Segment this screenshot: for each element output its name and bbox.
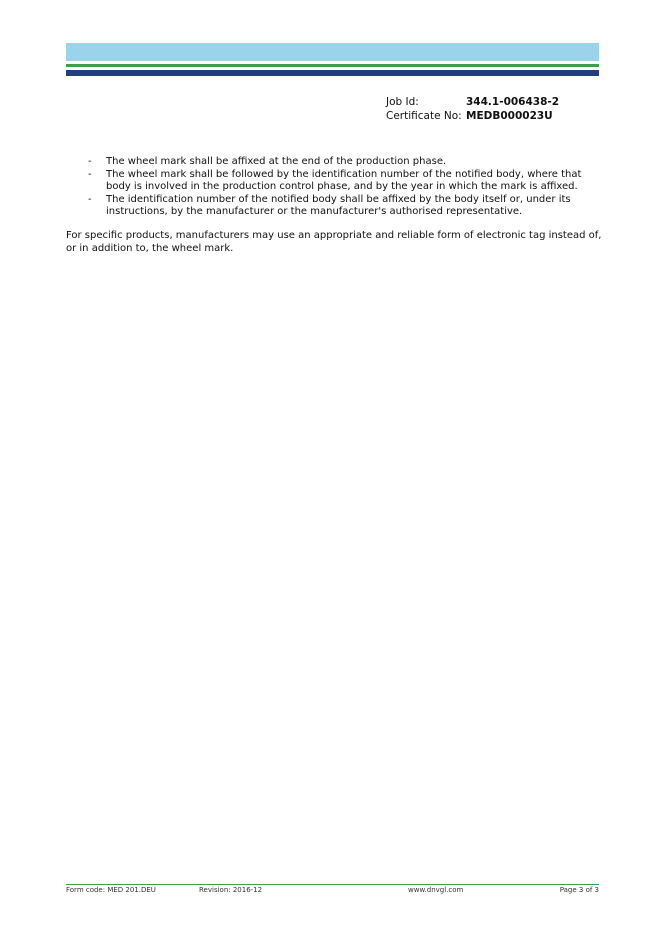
job-id-label: Job Id: xyxy=(386,96,419,108)
list-item-text: The wheel mark shall be affixed at the end of the production phase. xyxy=(106,156,447,167)
certificate-label: Certificate No: xyxy=(386,110,462,122)
footer-page-number: Page 3 of 3 xyxy=(559,886,599,894)
job-id-row xyxy=(386,95,559,109)
list-marker: - xyxy=(88,193,92,205)
header-band-light xyxy=(66,43,599,61)
job-id-value: 344.1-006438-2 xyxy=(466,96,560,108)
list-item xyxy=(66,156,606,169)
list-item-text: The identification number of the notified body shall be affixed by the body itself or, under its instructions, by the manufacturer or the manufacturer's authorised representative. xyxy=(106,193,571,218)
footer-form-code: Form code: MED 201.DEU xyxy=(66,886,156,894)
requirements-list xyxy=(66,156,606,219)
certificate-reference xyxy=(386,95,559,123)
list-marker: - xyxy=(88,168,92,180)
list-item-text: The wheel mark shall be followed by the identification number of the notified body, where that body is involved in the production control phase, and by the year in which the mark is affixed. xyxy=(106,168,582,193)
header-band-green xyxy=(66,64,599,67)
footer-revision: Revision: 2016-12 xyxy=(199,886,263,894)
list-item xyxy=(66,194,606,219)
electronic-tag-paragraph: For specific products, manufacturers may use an appropriate and reliable form of electronic tag instead of, or in addition to, the wheel mark. xyxy=(66,230,602,254)
header-band-blue xyxy=(66,70,599,76)
footer-website[interactable]: www.dnvgl.com xyxy=(408,886,464,894)
certificate-row xyxy=(386,109,559,123)
list-item xyxy=(66,169,606,194)
list-marker: - xyxy=(88,156,92,167)
certificate-value: MEDB000023U xyxy=(466,110,553,122)
footer-divider xyxy=(66,884,599,885)
